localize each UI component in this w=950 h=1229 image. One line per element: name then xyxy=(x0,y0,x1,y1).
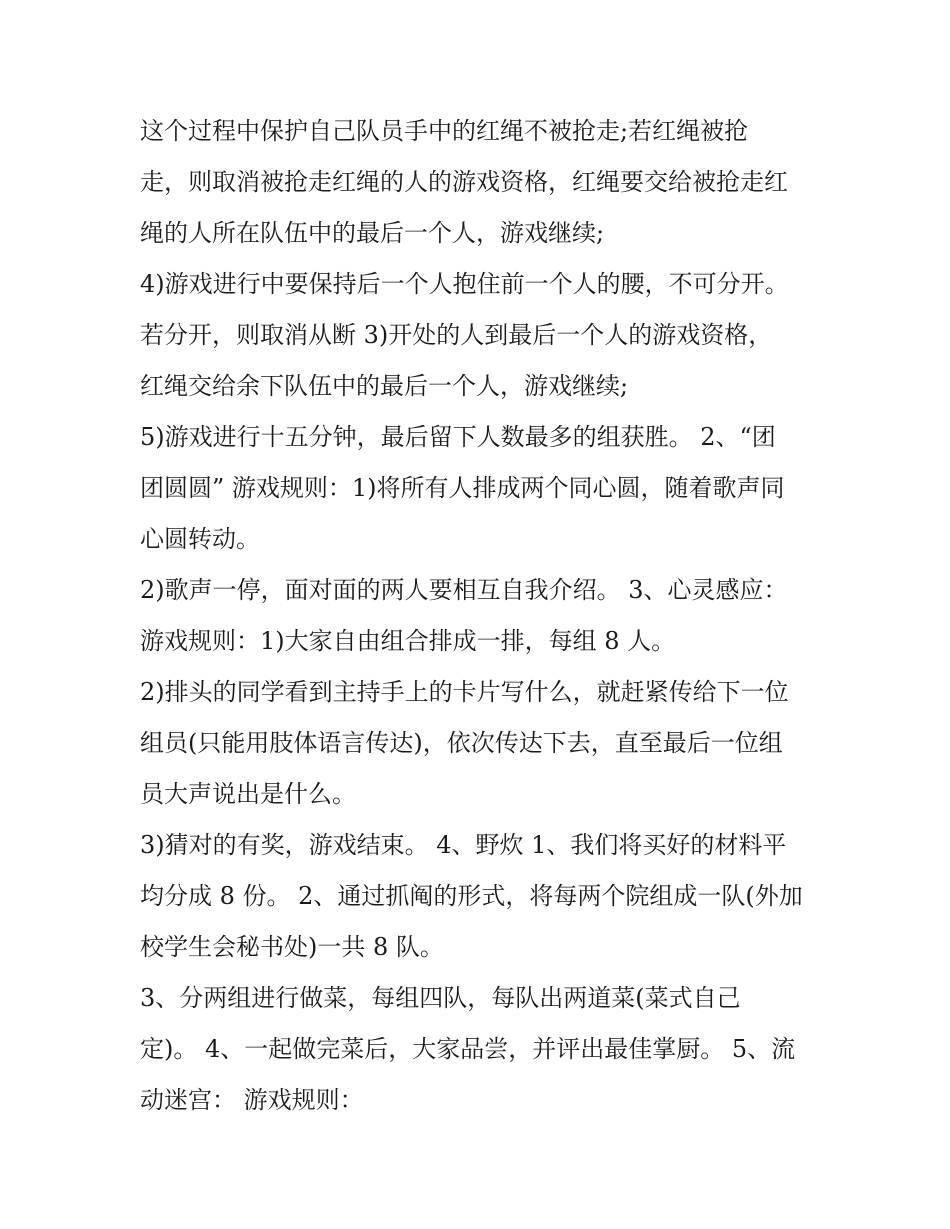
text-line: 绳的人所在队伍中的最后一个人，游戏继续; xyxy=(140,219,605,247)
text-line: 动迷宫： 游戏规则： xyxy=(140,1086,364,1114)
text-line: 走，则取消被抢走红绳的人的游戏资格，红绳要交给被抢走红 xyxy=(140,168,788,196)
text-line: 若分开，则取消从断 3)开处的人到最后一个人的游戏资格， xyxy=(140,321,773,349)
text-line: 游戏规则：1)大家自由组合排成一排，每组 8 人。 xyxy=(140,627,676,655)
text-line: 心圆转动。 xyxy=(140,525,260,553)
text-line: 均分成 8 份。 2、通过抓阄的形式，将每两个院组成一队(外加 xyxy=(140,882,803,910)
text-line: 4)游戏进行中要保持后一个人抱住前一个人的腰，不可分开。 xyxy=(140,270,789,298)
document-body xyxy=(140,106,820,1126)
text-line: 3)猜对的有奖，游戏结束。 4、野炊 1、我们将买好的材料平 xyxy=(140,831,787,859)
text-line: 团圆圆” 游戏规则：1)将所有人排成两个同心圆，随着歌声同 xyxy=(140,474,785,502)
text-line: 2)排头的同学看到主持手上的卡片写什么，就赶紧传给下一位 xyxy=(140,678,789,706)
text-line: 2)歌声一停，面对面的两人要相互自我介绍。 3、心灵感应： xyxy=(140,576,788,604)
text-line: 组员(只能用肢体语言传达)，依次传达下去，直至最后一位组 xyxy=(140,729,783,757)
text-line: 红绳交给余下队伍中的最后一个人，游戏继续; xyxy=(140,372,629,400)
text-line: 5)游戏进行十五分钟，最后留下人数最多的组获胜。 2、“团 xyxy=(140,423,776,451)
text-line: 这个过程中保护自己队员手中的红绳不被抢走;若红绳被抢 xyxy=(140,117,749,145)
text-line: 3、分两组进行做菜，每组四队，每队出两道菜(菜式自己 xyxy=(140,984,741,1012)
text-line: 定)。 4、一起做完菜后，大家品尝，并评出最佳掌厨。 5、流 xyxy=(140,1035,796,1063)
text-line: 员大声说出是什么。 xyxy=(140,780,356,808)
text-line: 校学生会秘书处)一共 8 队。 xyxy=(140,933,444,961)
